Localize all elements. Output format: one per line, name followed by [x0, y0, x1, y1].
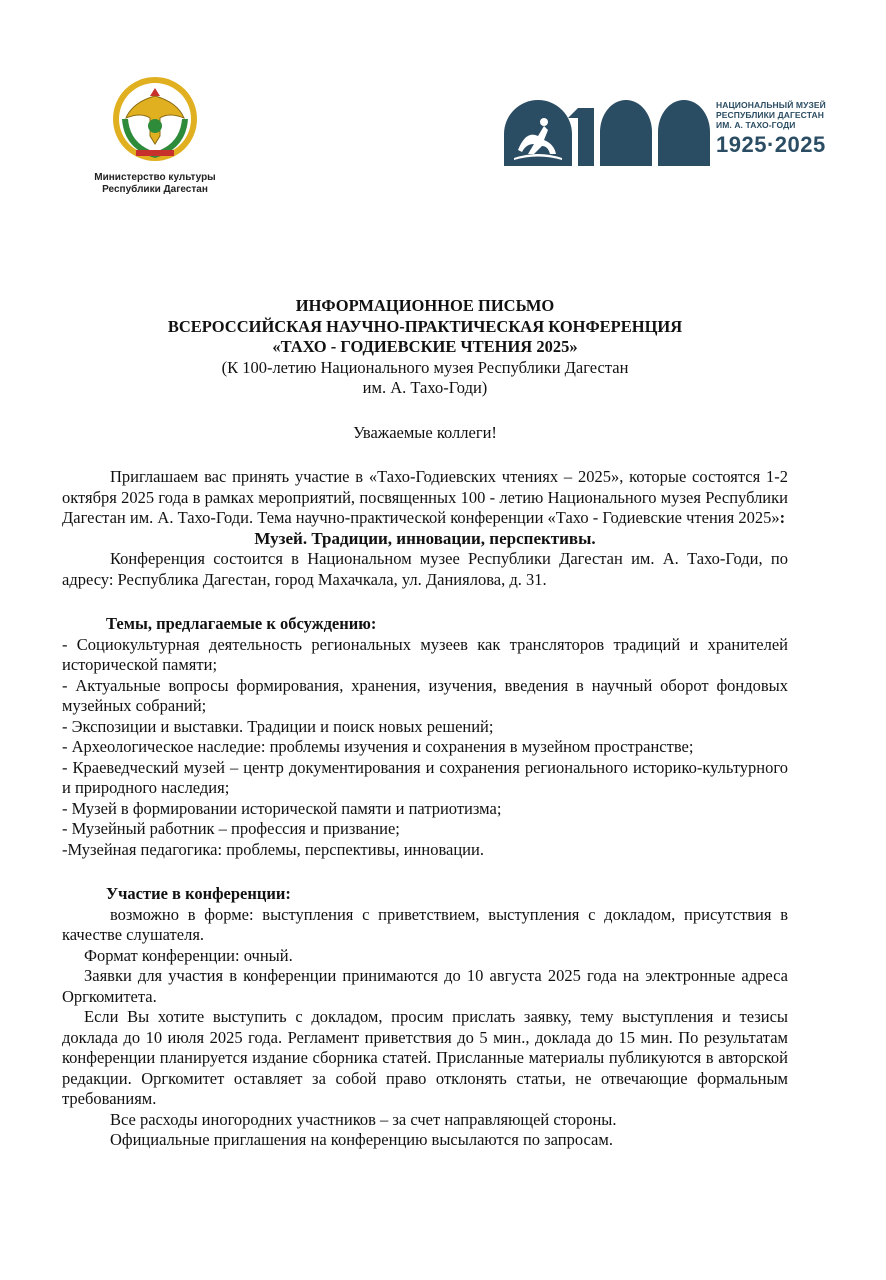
greeting: Уважаемые коллеги! [353, 422, 497, 442]
report-submission-paragraph: Если Вы хотите выступить с докладом, просим прислать заявку, тему выступления и тезисы доклада до 10 июля 2025 года. Регламент приветствия до 5 мин., доклада до 15 мин. По результатам конференции планируется издание сборника статей. Присланные материалы публикуются в авторской редакции. Оргкомитет оставляет за собой право отклонять статьи, не отвечающие формальным требованиям. [62, 1007, 788, 1108]
letter-body [62, 296, 788, 1151]
letterhead [0, 0, 886, 230]
topic-item: - Археологическое наследие: проблемы изучения и сохранения в музейном пространстве; [62, 737, 694, 756]
museum-years: 1925·2025 [716, 132, 826, 157]
museum-name-block [716, 100, 846, 158]
topic-item: - Музей в формировании исторической памяти и патриотизма; [62, 798, 502, 818]
ministry-name-line2: Республики Дагестан [102, 184, 208, 195]
conference-subtitle-line2: им. А. Тахо-Годи) [362, 378, 488, 397]
participation-heading: Участие в конференции: [106, 884, 291, 903]
expenses-paragraph: Все расходы иногородних участников – за счет направляющей стороны. [110, 1109, 617, 1129]
topic-item: -Музейная педагогика: проблемы, перспективы, инновации. [62, 839, 484, 859]
museum-name-line3: ИМ. А. ТАХО-ГОДИ [716, 120, 796, 130]
letter-title: ИНФОРМАЦИОННОЕ ПИСЬМО [295, 296, 555, 315]
topics-list [62, 635, 788, 861]
ministry-name-line1: Министерство культуры [94, 172, 216, 183]
conference-theme: Музей. Традиции, инновации, перспективы. [254, 528, 596, 548]
dagestan-coat-of-arms-icon [110, 74, 200, 164]
intro-colon: : [779, 508, 786, 527]
intro-paragraph [62, 467, 788, 529]
venue-paragraph: Конференция состоится в Национальном музее Республики Дагестан им. А. Тахо-Годи, по адресу: Республика Дагестан, город Махачкала, ул. Даниялова, д. 31. [62, 549, 788, 589]
conference-format: Формат конференции: очный. [84, 945, 293, 965]
topic-item: - Музейный работник – профессия и призвание; [62, 819, 400, 838]
museum-name-line1: НАЦИОНАЛЬНЫЙ МУЗЕЙ [716, 100, 826, 110]
conference-name: «ТАХО - ГОДИЕВСКИЕ ЧТЕНИЯ 2025» [272, 337, 578, 356]
topics-heading: Темы, предлагаемые к обсуждению: [106, 614, 377, 633]
topic-item: - Социокультурная деятельность региональных музеев как трансляторов традиций и хранителей исторической памяти; [62, 634, 788, 674]
conference-subtitle-line1: (К 100-летию Национального музея Республики Дагестан [221, 357, 629, 377]
invitations-paragraph: Официальные приглашения на конференцию высылаются по запросам. [110, 1130, 613, 1149]
conference-type: ВСЕРОССИЙСКАЯ НАУЧНО-ПРАКТИЧЕСКАЯ КОНФЕРЕНЦИЯ [167, 316, 683, 336]
intro-text: Приглашаем вас принять участие в «Тахо-Годиевских чтениях – 2025», которые состоятся 1-2 октября 2025 года в рамках мероприятий, посвященных 100 - летию Национального музея Республики Дагестан им. А. Тахо-Годи. Тема научно-практической конференции «Тахо - Годиевские чтения 2025» [62, 467, 788, 527]
topic-item: - Краеведческий музей – центр документирования и сохранения регионального историко-культурного и природного наследия; [62, 757, 788, 797]
museum-name-line2: РЕСПУБЛИКИ ДАГЕСТАН [716, 110, 824, 120]
topic-item: - Экспозиции и выставки. Традиции и поиск новых решений; [62, 716, 494, 736]
participation-format-paragraph: возможно в форме: выступления с приветствием, выступления с докладом, присутствия в качестве слушателя. [62, 904, 788, 944]
ministry-logo-block [84, 64, 226, 206]
application-deadline-paragraph: Заявки для участия в конференции принимаются до 10 августа 2025 года на электронные адреса Оргкомитета. [62, 966, 788, 1006]
topic-item: - Актуальные вопросы формирования, хранения, изучения, введения в научный оборот фондовых музейных собраний; [62, 675, 788, 715]
